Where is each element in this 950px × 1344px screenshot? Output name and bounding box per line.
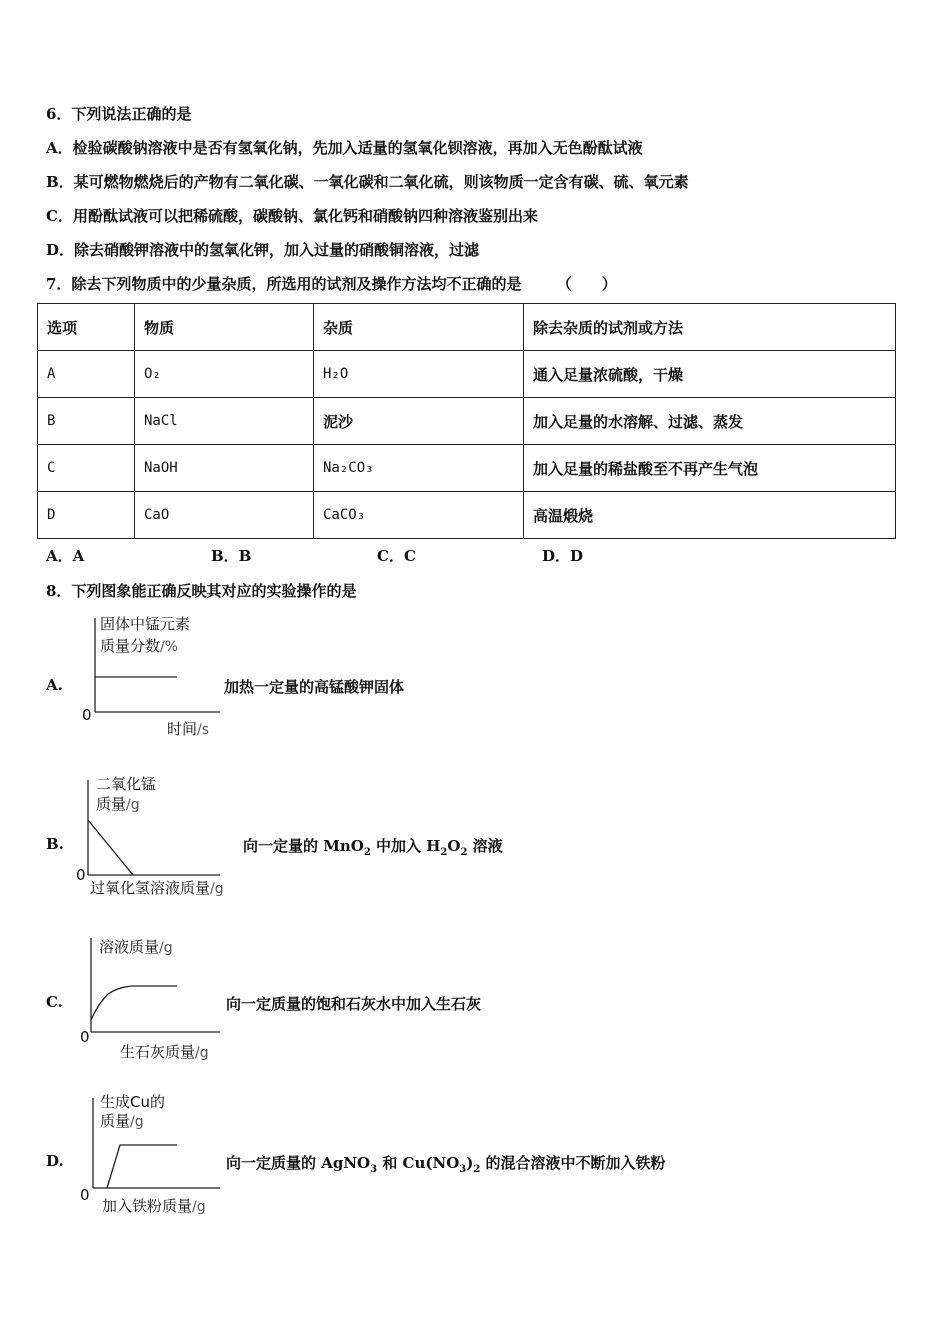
row-option: B <box>38 398 135 445</box>
graph-b-y-label-2: 质量 <box>96 795 127 813</box>
table-row <box>38 351 896 398</box>
row-substance: NaOH <box>135 445 314 492</box>
q8-graph-d <box>70 1088 240 1218</box>
q8-option-d-letter: D. <box>46 1152 64 1170</box>
svg-text:时间/s <box>167 720 209 738</box>
graph-a-x-unit: /s <box>197 722 210 738</box>
graph-a-y-label-2: 质量分数 <box>100 637 161 655</box>
row-substance: O₂ <box>135 351 314 398</box>
q7-choice-c: C．C <box>377 547 416 565</box>
q8-option-b-desc: 向一定量的 MnO$_2$ 中加入 $H_2O_2$ 溶液 <box>243 837 503 858</box>
graph-d-origin: 0 <box>80 1186 90 1204</box>
row-method: 通入足量浓硫酸，干燥 <box>524 351 896 398</box>
graph-b-x-unit: /g <box>210 881 224 897</box>
table-header-row <box>38 304 896 351</box>
header-method: 除去杂质的试剂或方法 <box>524 304 896 351</box>
q6-option-a: A．检验碳酸钠溶液中是否有氢氧化钠，先加入适量的氢氧化钡溶液，再加入无色酚酞试液 <box>46 139 643 157</box>
row-method: 加入足量的稀盐酸至不再产生气泡 <box>524 445 896 492</box>
row-impurity: Na₂CO₃ <box>314 445 524 492</box>
svg-text:质量分数/% <box>100 637 178 655</box>
q8-stem: 8．下列图象能正确反映其对应的实验操作的是 <box>46 582 357 600</box>
q6-option-c: C．用酚酞试液可以把稀硫酸，碳酸钠、氯化钙和硝酸钠四种溶液鉴别出来 <box>46 207 538 225</box>
graph-d-curve <box>107 1145 177 1188</box>
svg-text:质量/g <box>96 795 140 813</box>
row-substance: CaO <box>135 492 314 539</box>
q7-choice-d: D．D <box>542 547 584 565</box>
graph-d-x-unit: /g <box>192 1199 206 1215</box>
q6-option-d: D．除去硝酸钾溶液中的氢氧化钾，加入过量的硝酸铜溶液，过滤 <box>46 241 480 259</box>
q7-answer-paren: （ ） <box>556 275 617 293</box>
graph-a-x-label: 时间 <box>167 720 198 738</box>
svg-text:过氧化氢溶液质量/g <box>90 879 224 897</box>
row-option: A <box>38 351 135 398</box>
q8-option-a-desc: 加热一定量的高锰酸钾固体 <box>224 678 405 696</box>
graph-a-y-unit: /% <box>160 639 179 655</box>
graph-a-origin: 0 <box>82 706 92 724</box>
graph-d-y-label-2: 质量 <box>100 1112 131 1130</box>
q8-option-a-letter: A. <box>46 676 63 694</box>
q6-stem: 6．下列说法正确的是 <box>46 105 192 123</box>
graph-c-origin: 0 <box>80 1028 90 1046</box>
q8-graph-c <box>70 932 240 1062</box>
graph-d-x-label: 加入铁粉质量 <box>102 1197 193 1215</box>
graph-c-x-label: 生石灰质量 <box>120 1043 196 1061</box>
graph-c-y-unit: /g <box>159 940 173 956</box>
row-impurity: CaCO₃ <box>314 492 524 539</box>
header-option: 选项 <box>38 304 135 351</box>
q7-choice-a: A．A <box>46 547 85 565</box>
row-impurity: H₂O <box>314 351 524 398</box>
table-row <box>38 445 896 492</box>
svg-text:生石灰质量/g <box>120 1043 209 1061</box>
q7-stem: 7．除去下列物质中的少量杂质，所选用的试剂及操作方法均不正确的是 <box>46 275 522 293</box>
graph-c-x-unit: /g <box>195 1045 209 1061</box>
q6-option-b: B．某可燃物燃烧后的产物有二氧化碳、一氧化碳和二氧化硫，则该物质一定含有碳、硫、氧元素 <box>46 173 689 191</box>
svg-text:溶液质量/g <box>99 938 173 956</box>
graph-a-y-label-1: 固体中锰元素 <box>100 615 191 633</box>
graph-b-curve <box>88 820 133 875</box>
table-row <box>38 492 896 539</box>
q8-option-c-letter: C. <box>46 993 63 1011</box>
q7-table <box>37 303 896 539</box>
graph-d-y-label-1: 生成Cu的 <box>100 1093 165 1111</box>
svg-text:质量/g <box>100 1112 144 1130</box>
q8-graph-a <box>70 612 250 742</box>
row-option: D <box>38 492 135 539</box>
graph-d-y-unit: /g <box>130 1114 144 1130</box>
q7-stem-line <box>46 273 617 294</box>
q7-choice-b: B．B <box>211 547 252 565</box>
q8-option-d-desc: 向一定质量的 AgNO$_3$ 和 $Cu(NO_3)_2$ 的混合溶液中不断加入铁粉 <box>226 1154 666 1175</box>
q8-option-b-letter: B. <box>46 835 64 853</box>
graph-b-y-unit: /g <box>126 797 140 813</box>
q8-option-c-desc: 向一定质量的饱和石灰水中加入生石灰 <box>226 995 482 1013</box>
header-substance: 物质 <box>135 304 314 351</box>
graph-b-x-label: 过氧化氢溶液质量 <box>90 879 211 897</box>
row-impurity: 泥沙 <box>314 398 524 445</box>
table-row <box>38 398 896 445</box>
svg-text:加入铁粉质量/g <box>102 1197 206 1215</box>
graph-b-origin: 0 <box>76 866 86 884</box>
graph-c-y-label-1: 溶液质量 <box>99 938 160 956</box>
graph-b-y-label-1: 二氧化锰 <box>96 775 157 793</box>
row-method: 高温煅烧 <box>524 492 896 539</box>
row-option: C <box>38 445 135 492</box>
header-impurity: 杂质 <box>314 304 524 351</box>
row-substance: NaCl <box>135 398 314 445</box>
graph-c-curve <box>91 986 177 1020</box>
row-method: 加入足量的水溶解、过滤、蒸发 <box>524 398 896 445</box>
q8-graph-b <box>70 772 260 902</box>
